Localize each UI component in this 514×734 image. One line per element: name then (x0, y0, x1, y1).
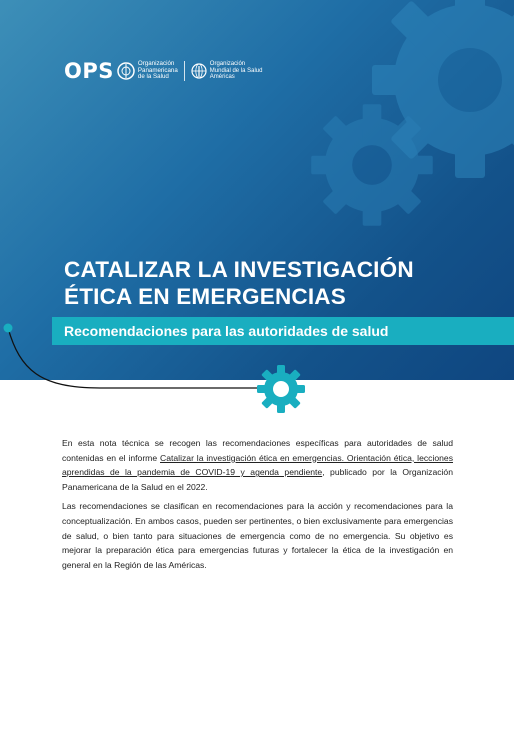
paho-emblem-icon (117, 62, 135, 80)
intro-paragraph-1: En esta nota técnica se recogen las recomendaciones específicas para autoridades de salud contenidas en el informe Catalizar la investigación ética en emergencias. Orientación ética, lecciones aprendidas de la pandemia de COVID-19 y agenda pendiente, publicado por la Organización Panamericana de la Salud en el 2022. (62, 438, 453, 492)
intro-text (62, 436, 453, 577)
ops-logo: OPS (64, 59, 114, 83)
decorative-line (0, 300, 330, 420)
connector-dot (4, 324, 13, 333)
intro-paragraph-2: Las recomendaciones se clasifican en recomendaciones para la acción y recomendaciones para la conceptualización. En ambos casos, pueden ser pertinentes, o bien exclusivamente para emergencias de salud, o bien tanto para situaciones de emergencia como de no emergencia. Su objetivo es mejorar la preparación ética para emergencias futuras y fortalecer la ética de la investigación en general en la Región de las Américas. (62, 501, 453, 570)
connector-line (8, 328, 262, 388)
document-title: CATALIZAR LA INVESTIGACIÓN ÉTICA EN EMERGENCIAS (64, 257, 414, 309)
report-title-link[interactable]: Catalizar la investigación ética en emergencias. Orientación ética, lecciones aprendidas de la pandemia de COVID-19 y agenda pendiente (62, 452, 453, 478)
paho-name: Organización Panamericana de la Salud (137, 60, 178, 81)
gear-icon (311, 104, 433, 226)
logo-divider (184, 61, 185, 81)
gear-icon (257, 365, 305, 413)
who-name: Organización Mundial de la Salud Américas (209, 61, 263, 81)
who-emblem-icon (191, 63, 207, 79)
logo-row (64, 59, 262, 83)
document-subtitle: Recomendaciones para las autoridades de salud (64, 323, 389, 339)
